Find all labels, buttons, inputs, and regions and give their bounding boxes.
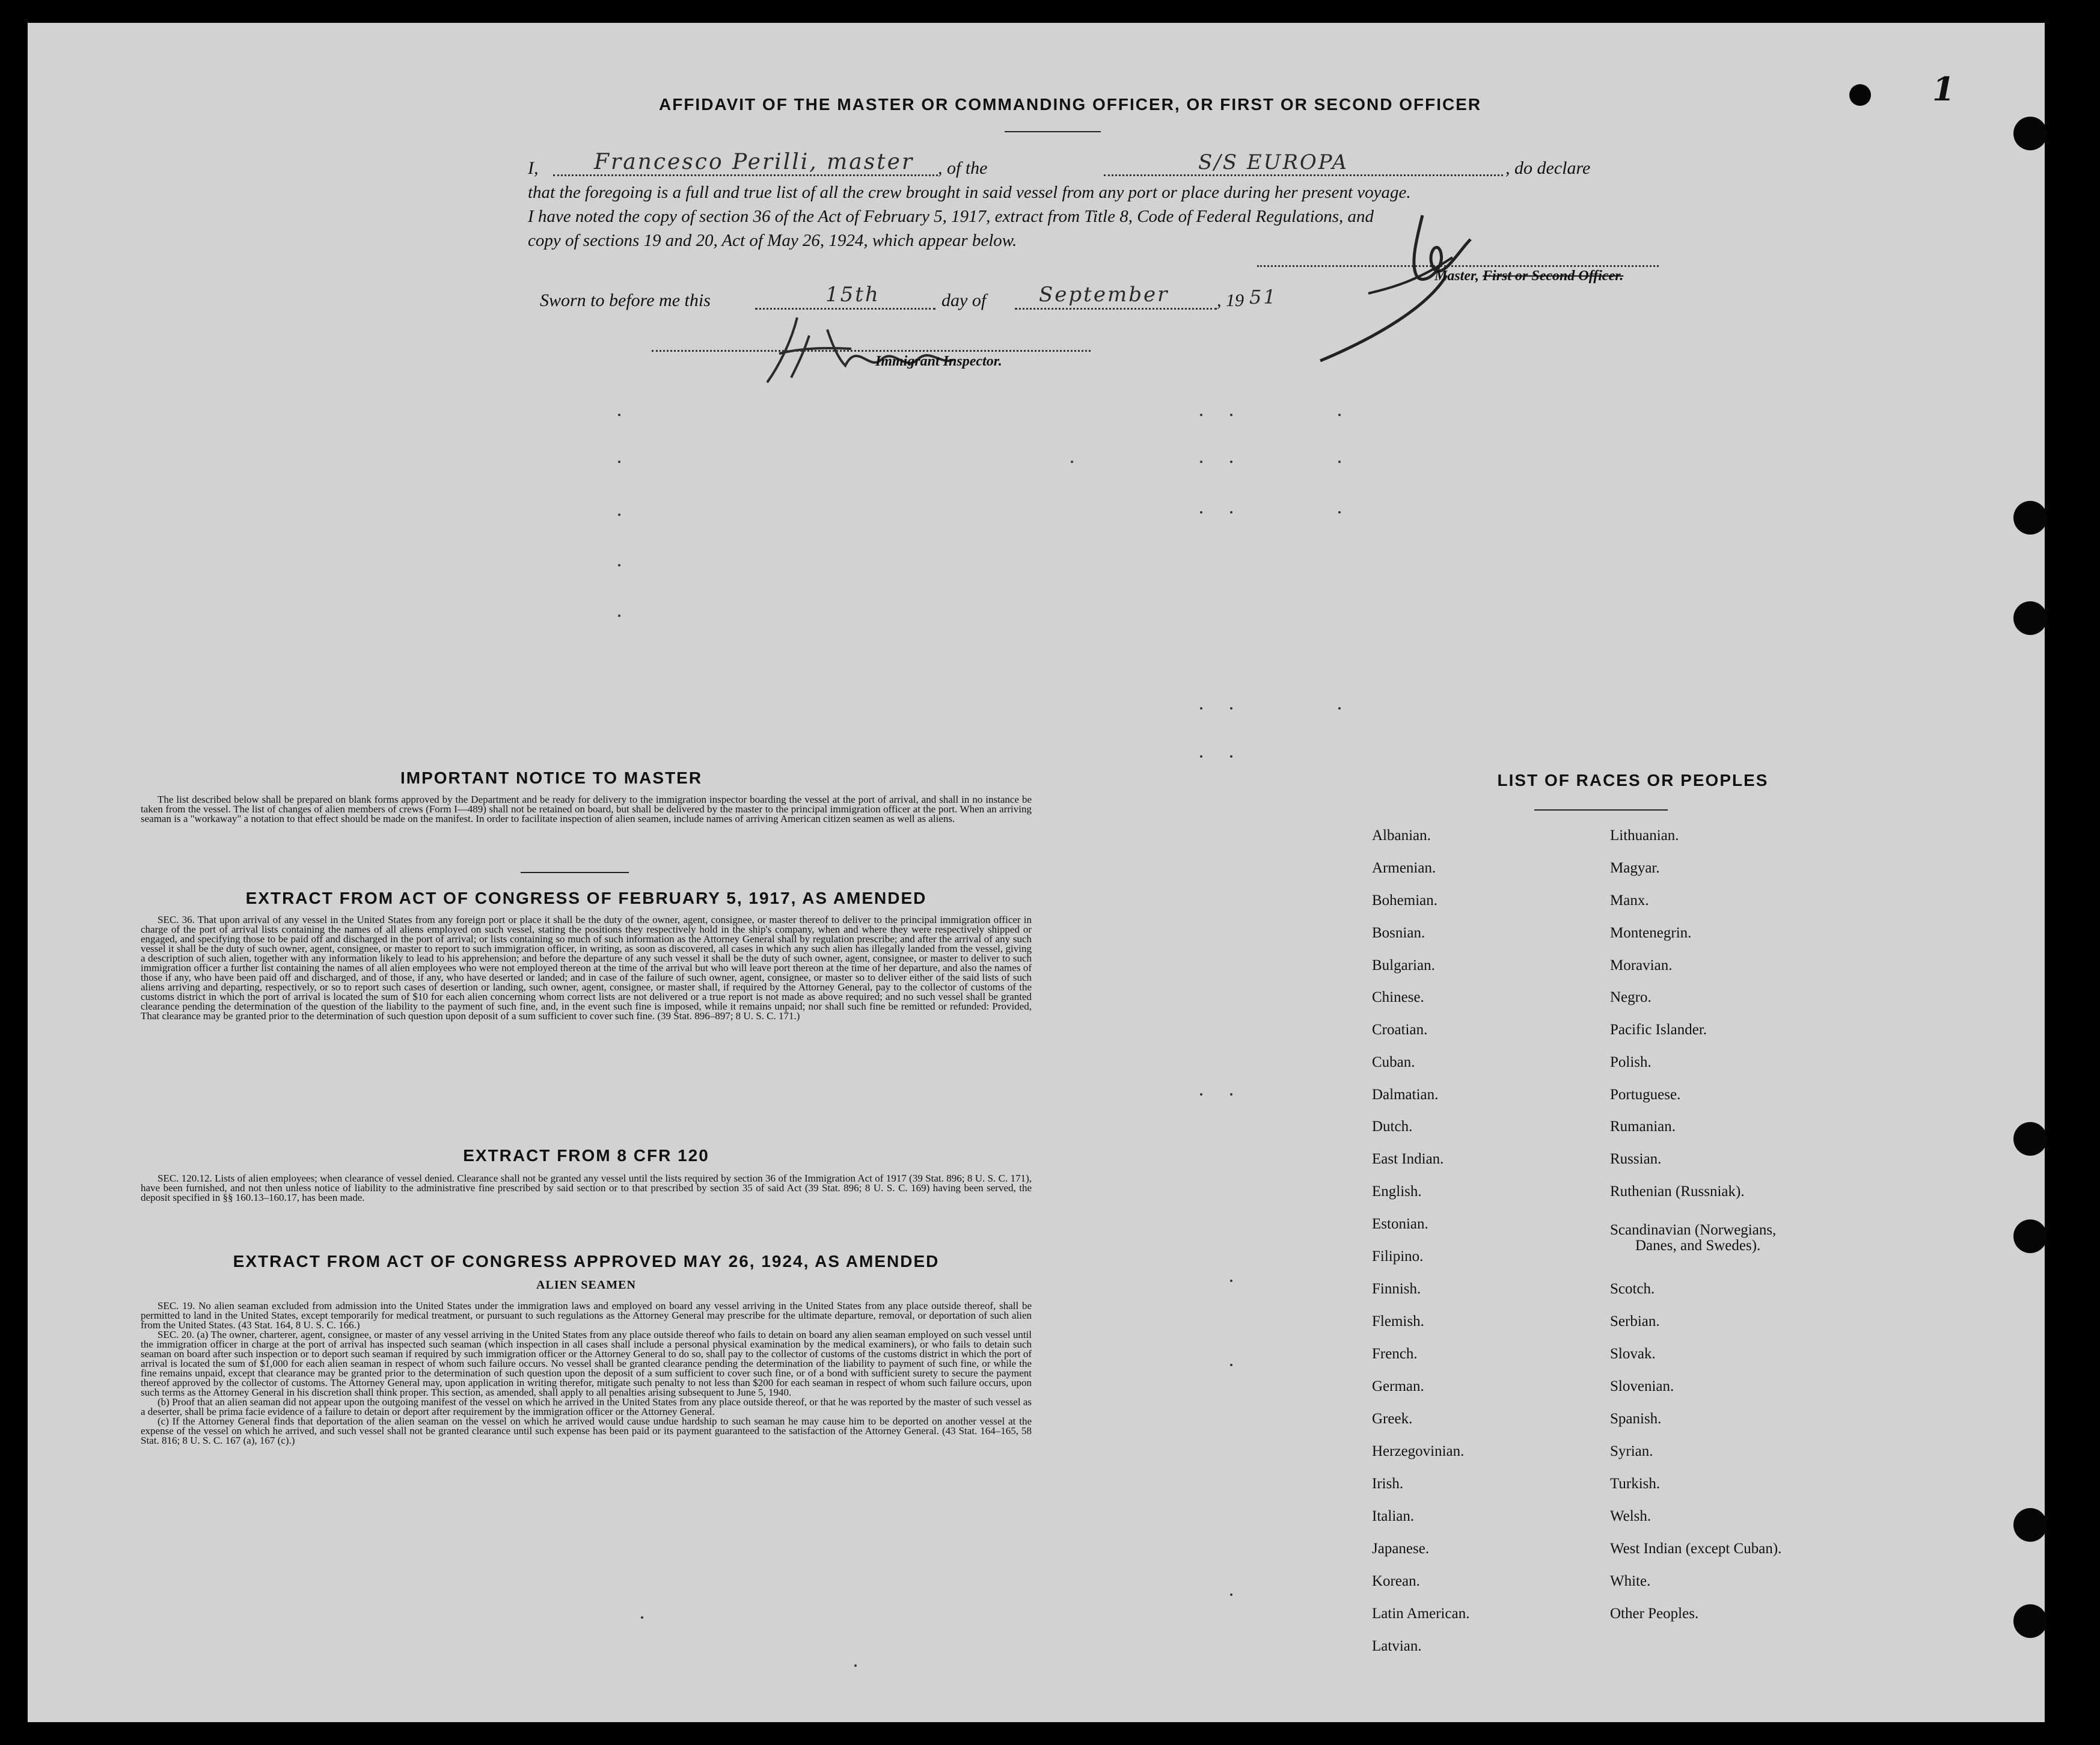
dot (1200, 414, 1202, 416)
race-item: Flemish. (1372, 1313, 1424, 1329)
extract-1924-paragraph: (b) Proof that an alien seaman did not appear upon the outgoing manifest of the vessel on which he arrived in the United States from any place outside thereof, or that he was reported by the master of such vessel as a deserter, shall be prima facie evidence of a failure to detain or deport after requirement by the immigration officer or the Attorney General. (141, 1396, 1032, 1417)
dot (618, 461, 620, 463)
race-item: Scotch. (1610, 1281, 1655, 1297)
document-title: AFFIDAVIT OF THE MASTER OR COMMANDING OFFICER, OR FIRST OR SECOND OFFICER (659, 95, 1482, 114)
race-item: Ruthenian (Russniak). (1610, 1183, 1745, 1200)
dot (1338, 511, 1341, 514)
declaration-line-3: I have noted the copy of section 36 of the Act of February 5, 1917, extract from Title 8, Code of Federal Regulations, and (528, 207, 1374, 226)
sworn-label: Sworn to before me this (540, 290, 711, 310)
dot (1230, 755, 1232, 758)
extract-1917-paragraph: SEC. 36. That upon arrival of any vessel in the United States from any foreign port or place it shall be the duty of the owner, agent, consignee, or master thereof to deliver to the principal immigration officer in charge of the port of arrival lists containing the names of all aliens employed on such vessel, stating the positions they respectively hold in the ship's company, when and where they were respectively shipped or engaged, and specifying those to be paid off and discharged in the port of arrival; or lists containing so much of such information as the Attorney General shall by regulation prescribe; and after the arrival of any such vessel it shall be the duty of such owner, agent, consignee, or master to report to such immigration officer, in writing, as soon as discovered, all cases in which any such alien has illegally landed from the vessel, giving a description of such alien, together with any information likely to lead to his apprehension; and before the departure of any such vessel it shall be the duty of such owner, agent, consignee, or master to deliver to such immigration officer a further list containing the names of all alien employees who were not employed thereon at the time of the arrival but who will leave port thereon at the time of her departure, and also the names of those if any, who have been paid off and discharged, and of those, if any, who have deserted or landed; and in case of the failure of such owner, agent, consignee, or master so to deliver either of the said lists of such aliens arriving and departing, respectively, or so to report such cases of desertion or landing, such owner, agent, consignee, or master shall, if required by the Attorney General, pay to the collector of customs of the customs district in which the port of arrival is located the sum of $10 for each alien concerning whom correct lists are not delivered or a true report is not made as above required; and no such vessel shall be granted clearance pending the determination of the question of the liability to the payment of such fine, and, in the event such fine is imposed, while it remains unpaid; nor shall such fine be remitted or refunded: Provided, That clearance may be granted prior to the determination of such question upon deposit of a sum sufficient to cover such fine. (39 Stat. 896–897; 8 U. S. C. 171.) (141, 914, 1032, 1022)
extract-1924-paragraph: SEC. 19. No alien seaman excluded from admission into the United States under the immigration laws and employed on board any vessel arriving in the United States from any place outside thereof, shall be permitted to land in the United States, except temporarily for medical treatment, or pursuant to such regulations as the Attorney General may prescribe for the ultimate departure, removal, or deportation of such alien from the United States. (43 Stat. 164, 8 U. S. C. 166.) (141, 1300, 1032, 1331)
extract-1924-paragraph: SEC. 20. (a) The owner, charterer, agent, consignee, or master of any vessel arriving in the United States from any place outside thereof who fails to detain on board any alien seaman employed on such vessel until the immigration officer in charge at the port of arrival has inspected such seaman (which inspection in all cases shall include a personal physical examination by the medical examiners), or who fails to detain such seaman on board after such inspection or to deport such seaman if required by such immigration officer or the Attorney General to do so, shall pay to the collector of customs of the customs district in which the port of arrival is located the sum of $1,000 for each alien seaman in respect of whom such failure occurs. No vessel shall be granted clearance pending the determination of the liability to payment of such fine, or while the fine remains unpaid, except that clearance may be granted prior to the determination of such question upon the deposit of a sum sufficient to cover such fine, or of a bond with sufficient surety to secure the payment thereof approved by the collector of customs. The Attorney General may, upon application in writing therefor, mitigate such penalty to not less than $200 for each seaman in respect of whom such failure occurs, upon such terms as the Attorney General in his discretion shall think proper. This section, as amended, shall apply to all penalties arising subsequent to June 5, 1940. (141, 1329, 1032, 1398)
role-master: Master, (1434, 268, 1480, 284)
punch-hole (2013, 601, 2047, 635)
declaration-line-2: that the foregoing is a full and true list of all the crew brought in said vessel from any port or place during her present voyage. (528, 183, 1411, 202)
race-item: German. (1372, 1378, 1424, 1394)
dot (618, 514, 620, 516)
race-item: Cuban. (1372, 1054, 1415, 1070)
race-item: Syrian. (1610, 1443, 1653, 1459)
dot (1230, 414, 1232, 416)
dot (1230, 1593, 1232, 1596)
race-item: Chinese. (1372, 989, 1424, 1005)
role-struck: First or Second Officer. (1483, 268, 1624, 284)
race-item: Slovak. (1610, 1346, 1656, 1362)
race-item: Bulgarian. (1372, 957, 1435, 974)
dot (1230, 1364, 1232, 1366)
notice-paragraph: The list described below shall be prepared on blank forms approved by the Department and be ready for delivery to the immigration inspector boarding the vessel at the port of arrival, and shall in no instance be taken from the vessel. The list of changes of alien members of crews (Form I—489) shall not be retained on board, but shall be delivered by the master to the principal immigration officer at the port. When an arriving seaman is a "workaway" a notation to that effect should be made on the manifest. In order to facilitate inspection of alien seamen, include names of arriving American citizen seamen as well as aliens. (141, 794, 1032, 824)
notice-heading: IMPORTANT NOTICE TO MASTER (400, 768, 703, 787)
race-item: Portuguese. (1610, 1087, 1681, 1103)
race-item: White. (1610, 1573, 1651, 1589)
notice-text (141, 795, 1032, 824)
race-item: Scandinavian (Norwegians, (1610, 1222, 1777, 1238)
race-item: Croatian. (1372, 1022, 1428, 1038)
race-item: Polish. (1610, 1054, 1652, 1070)
race-item: Serbian. (1610, 1313, 1660, 1329)
dot (1230, 1280, 1232, 1282)
inspector-signature-text (833, 324, 922, 345)
race-item: Other Peoples. (1610, 1605, 1699, 1622)
dot (854, 1664, 857, 1667)
race-item: Rumanian. (1610, 1118, 1676, 1135)
punch-hole (2013, 1122, 2047, 1156)
dot (618, 564, 620, 566)
day-handwritten: 15th (825, 283, 880, 307)
race-item: Bohemian. (1372, 892, 1438, 909)
dot (618, 615, 620, 617)
dot (641, 1616, 643, 1619)
alien-seamen-subheading: ALIEN SEAMEN (536, 1278, 636, 1292)
dot (618, 414, 620, 416)
race-item: Japanese. (1372, 1541, 1430, 1557)
master-signature (1296, 203, 1489, 372)
day-of-label: day of (941, 290, 987, 310)
race-item: Albanian. (1372, 827, 1431, 844)
extract-1917-heading: EXTRACT FROM ACT OF CONGRESS OF FEBRUARY 5, 1917, AS AMENDED (245, 889, 927, 907)
race-item: Spanish. (1610, 1411, 1662, 1427)
race-item: French. (1372, 1346, 1418, 1362)
race-item: Welsh. (1610, 1508, 1652, 1524)
race-item: Herzegovinian. (1372, 1443, 1465, 1459)
vessel-name-handwritten: S/S EUROPA (1198, 150, 1349, 174)
race-item: Danes, and Swedes). (1635, 1237, 1761, 1254)
race-item: East Indian. (1372, 1151, 1444, 1167)
race-item: Negro. (1610, 989, 1652, 1005)
race-item: English. (1372, 1183, 1422, 1200)
section-rule (521, 872, 629, 873)
race-item: Dutch. (1372, 1118, 1413, 1135)
punch-hole (1849, 84, 1871, 106)
corner-mark: 1 (1932, 70, 1957, 108)
punch-hole (2013, 1508, 2047, 1542)
document-page (28, 23, 2045, 1722)
punch-hole (2013, 1219, 2047, 1253)
month-handwritten: September (1039, 283, 1169, 307)
title-rule (1005, 131, 1101, 132)
race-item: Filipino. (1372, 1248, 1424, 1265)
dot (1230, 707, 1232, 710)
punch-hole (2013, 1604, 2047, 1638)
race-item: Irish. (1372, 1476, 1404, 1492)
race-item: Estonian. (1372, 1216, 1428, 1232)
master-title-label (1434, 268, 1623, 284)
dot (1230, 461, 1232, 463)
race-item: Turkish. (1610, 1476, 1661, 1492)
extract-cfr-heading: EXTRACT FROM 8 CFR 120 (463, 1146, 709, 1165)
inspector-signature-line (652, 350, 1091, 352)
name-field-line (553, 174, 938, 176)
declaration-i: I, (528, 158, 539, 178)
extract-cfr-paragraph: SEC. 120.12. Lists of alien employees; when clearance of vessel denied. Clearance shall not be granted any vessel until the lists required by section 36 of the Immigration Act of 1917 (39 Stat. 896; 8 U. S. C. 171), have been furnished, and not then unless notice of liability to the administrative fine prescribed by said section or to that prescribed by section 35 of said Act (39 Stat. 896; 8 U. S. C. 169) having been served, the deposit specified in §§ 160.13–160.17, has been made. (141, 1173, 1032, 1203)
race-item: Montenegrin. (1610, 925, 1692, 941)
dot (1200, 1093, 1202, 1096)
race-item: West Indian (except Cuban). (1610, 1541, 1782, 1557)
race-item: Moravian. (1610, 957, 1673, 974)
master-name-handwritten: Francesco Perilli, master (594, 150, 914, 174)
race-item: Manx. (1610, 892, 1649, 909)
race-item: Slovenian. (1610, 1378, 1674, 1394)
punch-hole (2013, 501, 2047, 535)
race-item: Korean. (1372, 1573, 1420, 1589)
dot (1200, 707, 1202, 710)
race-item: Finnish. (1372, 1281, 1421, 1297)
vessel-field-line (1104, 174, 1503, 176)
extract-1924-paragraph: (c) If the Attorney General finds that deportation of the alien seaman on the vessel on which he arrived would cause undue hardship to such seaman he may cause him to be deported on another vessel at the expense of the vessel on which he arrived, and such vessel shall not be granted clearance until such expense has been paid or its payment guaranteed to the satisfaction of the Attorney General. (43 Stat. 164–165, 58 Stat. 816; 8 U. S. C. 167 (a), 167 (c).) (141, 1415, 1032, 1446)
race-item: Latin American. (1372, 1605, 1470, 1622)
dot (1338, 461, 1341, 463)
race-item: Russian. (1610, 1151, 1662, 1167)
extract-1917-text (141, 915, 1032, 1021)
race-item: Italian. (1372, 1508, 1415, 1524)
inspector-label: Immigrant Inspector. (875, 354, 1002, 369)
declaration-line-4: copy of sections 19 and 20, Act of May 26, 1924, which appear below. (528, 231, 1017, 250)
race-item: Dalmatian. (1372, 1087, 1439, 1103)
races-rule (1534, 809, 1668, 811)
extract-1924-heading: EXTRACT FROM ACT OF CONGRESS APPROVED MAY 26, 1924, AS AMENDED (233, 1252, 940, 1271)
punch-hole (2013, 117, 2047, 150)
inspector-signature (755, 305, 1008, 390)
race-item: Pacific Islander. (1610, 1022, 1707, 1038)
race-item: Lithuanian. (1610, 827, 1679, 844)
dot (1338, 414, 1341, 416)
race-item: Latvian. (1372, 1638, 1422, 1654)
do-declare-label: , do declare (1505, 158, 1591, 178)
extract-1924-text (141, 1301, 1032, 1446)
dot (1200, 511, 1202, 514)
dot (1338, 707, 1341, 710)
race-item: Bosnian. (1372, 925, 1425, 941)
races-heading: LIST OF RACES OR PEOPLES (1497, 771, 1769, 790)
year-prefix: , 19 (1217, 290, 1244, 310)
race-item: Armenian. (1372, 860, 1436, 876)
year-handwritten: 51 (1249, 286, 1278, 308)
declaration-line-1 (528, 150, 1662, 182)
race-item: Greek. (1372, 1411, 1413, 1427)
race-item: Magyar. (1610, 860, 1660, 876)
month-field-line (1015, 308, 1217, 310)
dot (1200, 461, 1202, 463)
dot (1230, 1093, 1232, 1096)
of-the-label: , of the (938, 158, 988, 178)
dot (1230, 511, 1232, 514)
dot (1071, 461, 1073, 463)
extract-cfr-text (141, 1174, 1032, 1203)
dot (1200, 755, 1202, 758)
